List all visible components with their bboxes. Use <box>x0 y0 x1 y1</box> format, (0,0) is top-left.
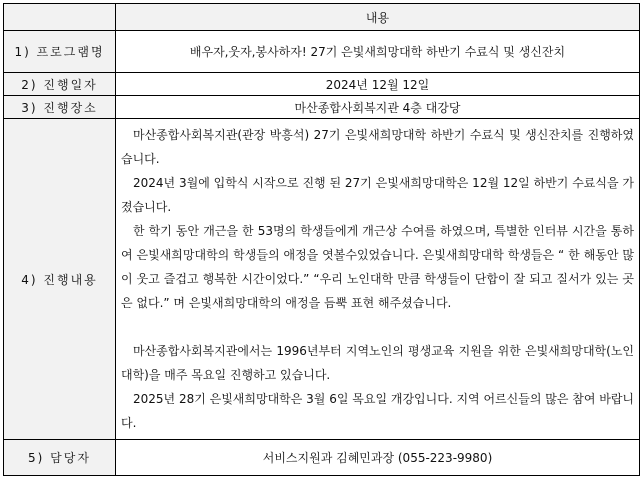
content-row <box>4 119 640 440</box>
place-value: 마산종합사회복지관 4층 대강당 <box>116 96 640 119</box>
header-content-label: 내용 <box>116 4 640 31</box>
manager-label: 5) 담당자 <box>4 440 116 476</box>
program-label: 1) 프로그램명 <box>4 31 116 73</box>
date-value: 2024년 12월 12일 <box>116 73 640 96</box>
manager-value: 서비스지원과 김혜민과장 (055-223-9980) <box>116 440 640 476</box>
report-table <box>3 3 640 476</box>
program-value: 배우자,웃자,봉사하자! 27기 은빛새희망대학 하반기 수료식 및 생신잔치 <box>116 31 640 73</box>
content-paragraph: 2024년 3월에 입학식 시작으로 진행 된 27기 은빛새희망대학은 12월 12일 하반기 수료식을 가졌습니다. <box>121 176 634 214</box>
content-paragraph: 2025년 28기 은빛새희망대학은 3월 6일 목요일 개강입니다. 지역 어르신들의 많은 참여 바랍니다. <box>121 392 634 430</box>
content-paragraph: 마산종합사회복지관(관장 박흥석) 27기 은빛새희망대학 하반기 수료식 및 생신잔치를 진행하였습니다. <box>121 128 634 166</box>
content-paragraph: 한 학기 동안 개근을 한 53명의 학생들에게 개근상 수여를 하였으며, 특별한 인터뷰 시간을 통하여 은빛새희망대학의 학생들의 애정을 엿볼수있었습니다. 은빛새희망대학 학생들은 “ 한 해동안 많이 웃고 즐겁고 행복한 시간이었다.” “우리 노인대학 만큼 학생들이 단합이 잘 되고 질서가 있는 곳은 없다.” 며 은빛새희망대학의 애정을 듬뿍 표현 해주셨습니다. <box>121 224 634 310</box>
content-paragraph: 마산종합사회복지관에서는 1996년부터 지역노인의 평생교육 지원을 위한 은빛새희망대학(노인대학)을 매주 목요일 진행하고 있습니다. <box>121 344 634 382</box>
place-row <box>4 96 640 119</box>
content-label: 4) 진행내용 <box>4 119 116 440</box>
date-row <box>4 73 640 96</box>
content-body <box>116 119 640 440</box>
manager-row <box>4 440 640 476</box>
header-blank-cell <box>4 4 116 31</box>
date-label: 2) 진행일자 <box>4 73 116 96</box>
program-row <box>4 31 640 73</box>
place-label: 3) 진행장소 <box>4 96 116 119</box>
header-row <box>4 4 640 31</box>
